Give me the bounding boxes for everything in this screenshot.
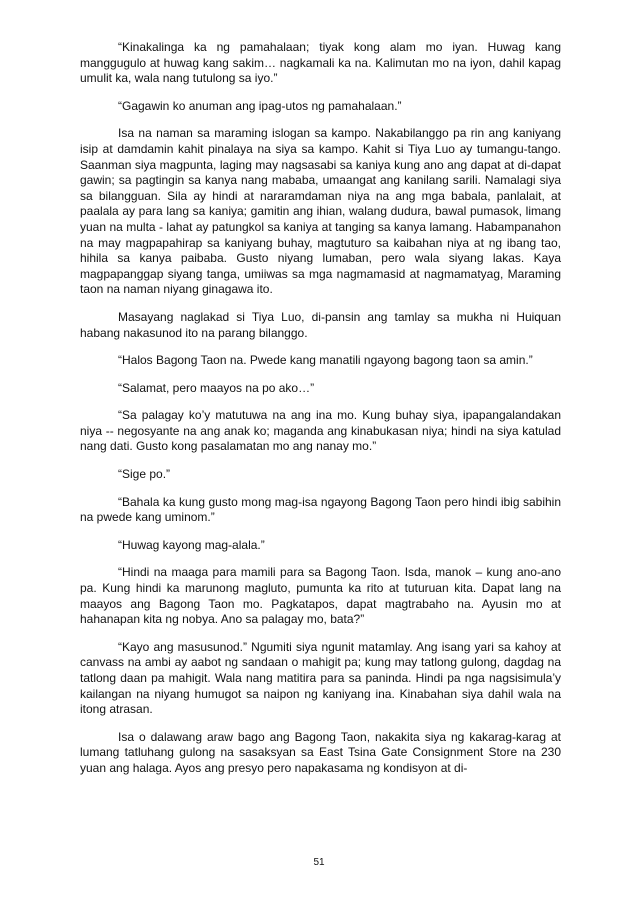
paragraph: “Gagawin ko anuman ang ipag-utos ng pamahalaan.”	[118, 98, 402, 113]
paragraph: “Salamat, pero maayos na po ako…”	[118, 380, 315, 395]
paragraph: Isa na naman sa maraming islogan sa kampo. Nakabilanggo pa rin ang kaniyang isip at damdamin kahit pinalaya na siya sa kampo. Kahit si Tiya Luo ay tumangu-tango. Saanman siya magpunta, laging may nagsasabi sa kaniya kung ano ang dapat at di-dapat gawin; sa pagtingin sa kanya nang mababa, umaangat ang kanilang sarili. Namalagi siya sa bilangguan. Sila ay hindi at nararamdaman niya na ang mga babala, panlalait, at paalala ay para lang sa kaniya; gamitin ang ihian, walang dudura, bawal pumasok, limang yuan na multa - lahat ay patungkol sa kaniya at tanging sa kanya lamang. Habampanahon na may magpapahirap sa kaniyang buhay, magtuturo sa kaibahan niya at ng ibang tao, hihila sa kanya paibaba. Gusto niyang lumaban, pero wala siyang lakas. Kaya magpapanggap siyang tanga, umiiwas sa mga nagmamasid at nagmamatyag, Maraming taon na naman niyang ginagawa ito.	[80, 126, 561, 297]
paragraph: “Bahala ka kung gusto mong mag-isa ngayong Bagong Taon pero hindi ibig sabihin na pwede kang uminom.”	[80, 494, 561, 525]
paragraph: “Hindi na maaga para mamili para sa Bagong Taon. Isda, manok – kung ano-ano pa. Kung hindi ka marunong magluto, pumunta ka rito at tuturuan kita. Dapat lang na maayos ang Bagong Taon mo. Pagkatapos, dapat magtrabaho na. Ayusin mo at hahanapan kita ng nobya. Ano sa palagay mo, bata?”	[80, 565, 561, 627]
body-text	[80, 40, 561, 789]
paragraph: “Kinakalinga ka ng pamahalaan; tiyak kong alam mo iyan. Huwag kang manggugulo at huwag kang sakim… nagkamali ka na. Kalimutan mo na iyon, dahil kapag umulit ka, wala nang tutulong sa iyo.”	[80, 40, 561, 86]
paragraph: “Sa palagay ko’y matutuwa na ang ina mo. Kung buhay siya, ipapangalandakan niya -- negosyante na ang anak ko; maganda ang kinabukasan niya; hindi na siya katulad nang dati. Gusto kong pasalamatan mo ang nanay mo.”	[80, 408, 561, 454]
page-number: 51	[313, 857, 325, 868]
paragraph: Isa o dalawang araw bago ang Bagong Taon, nakakita siya ng kakarag-karag at lumang tatluhang gulong na sasaksyan sa East Tsina Gate Consignment Store na 230 yuan ang halaga. Ayos ang presyo pero napakasama ng kondisyon at di-	[80, 729, 561, 775]
paragraph: Masayang naglakad si Tiya Luo, di-pansin ang tamlay sa mukha ni Huiquan habang nakasunod ito na parang bilanggo.	[80, 309, 561, 340]
paragraph: “Sige po.”	[118, 467, 171, 482]
paragraph: “Huwag kayong mag-alala.”	[118, 537, 265, 552]
paragraph: “Kayo ang masusunod.” Ngumiti siya ngunit matamlay. Ang isang yari sa kahoy at canvass na ambi ay aabot ng sandaan o mahigit pa; kung may tatlong gulong, dagdag na tatlong daan pa mahigit. Wala nang matitira para sa paninda. Hindi pa nga nagsisimula’y kailangan na niyang humugot sa naipon ng kaniyang ina. Kinabahan siya dahil wala na itong atrasan.	[80, 639, 561, 717]
paragraph: “Halos Bagong Taon na. Pwede kang manatili ngayong bagong taon sa amin.”	[118, 353, 533, 368]
